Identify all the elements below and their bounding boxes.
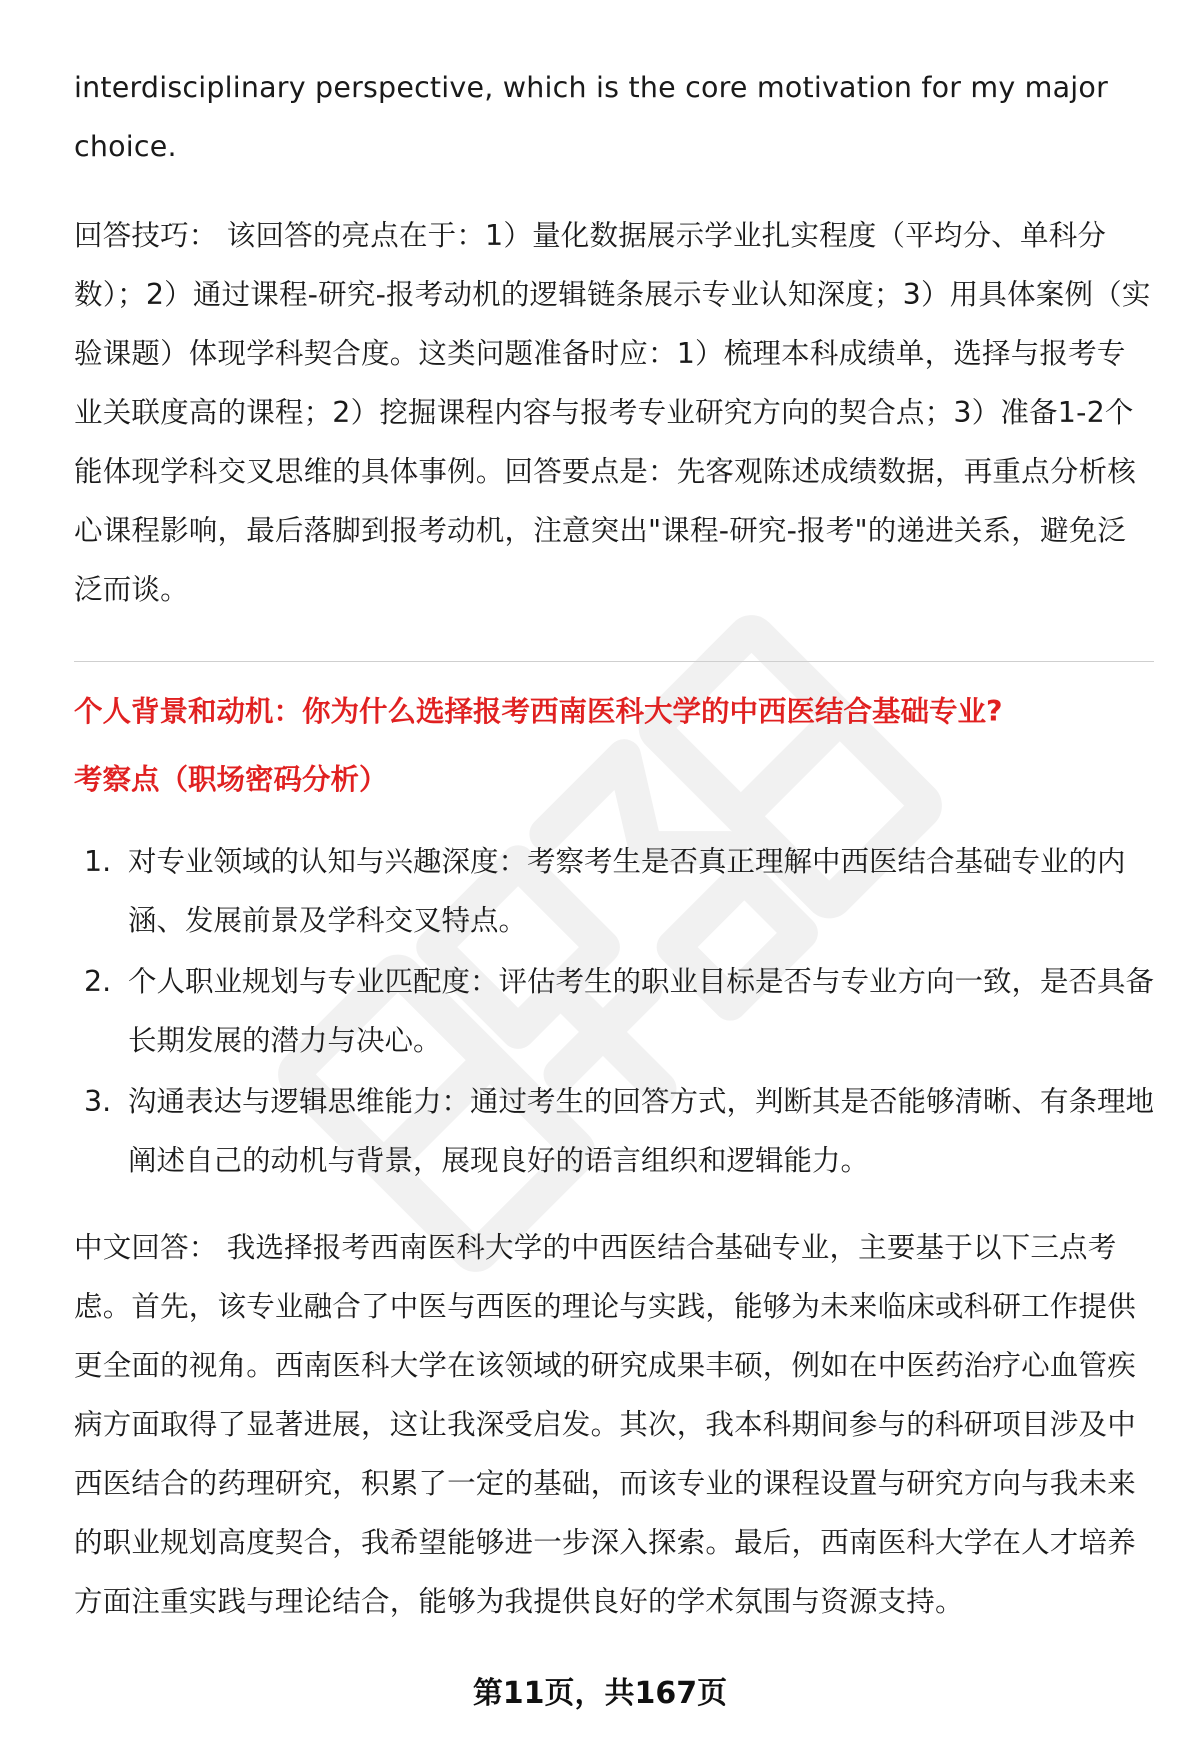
question-title: 个人背景和动机：你为什么选择报考西南医科大学的中西医结合基础专业? bbox=[74, 695, 1003, 728]
section-divider bbox=[74, 661, 1154, 662]
list-item-text: 个人职业规划与专业匹配度：评估考生的职业目标是否与专业方向一致，是否具备长期发展的潜力与决心。 bbox=[128, 965, 1155, 1057]
page-number-footer: 第11页，共167页 bbox=[472, 1676, 728, 1711]
list-item bbox=[74, 1072, 1154, 1190]
answer-tip-paragraph: 回答技巧： 该回答的亮点在于：1）量化数据展示学业扎实程度（平均分、单科分数）；2）通过课程-研究-报考动机的逻辑链条展示专业认知深度；3）用具体案例（实验课题）体现学科契合度。这类问题准备时应：1）梳理本科成绩单，选择与报考专业关联度高的课程；2）挖掘课程内容与报考专业研究方向的契合点；3）准备1-2个能体现学科交叉思维的具体事例。回答要点是：先客观陈述成绩数据，再重点分析核心课程影响，最后落脚到报考动机，注意突出"课程-研究-报考"的递进关系，避免泛泛而谈。 bbox=[74, 219, 1151, 606]
list-item-number: 3. bbox=[84, 1085, 112, 1118]
list-item-number: 2. bbox=[84, 965, 112, 998]
focus-points-list bbox=[74, 832, 1154, 1190]
intro-paragraph: interdisciplinary perspective, which is the core motivation for my major choice. bbox=[74, 71, 1108, 163]
chinese-answer-paragraph: 中文回答： 我选择报考西南医科大学的中西医结合基础专业，主要基于以下三点考虑。首先，该专业融合了中医与西医的理论与实践，能够为未来临床或科研工作提供更全面的视角。西南医科大学在该领域的研究成果丰硕，例如在中医药治疗心血管疾病方面取得了显著进展，这让我深受启发。其次，我本科期间参与的科研项目涉及中西医结合的药理研究，积累了一定的基础，而该专业的课程设置与研究方向与我未来的职业规划高度契合，我希望能够进一步深入探索。最后，西南医科大学在人才培养方面注重实践与理论结合，能够为我提供良好的学术氛围与资源支持。 bbox=[74, 1231, 1136, 1618]
list-item-number: 1. bbox=[84, 845, 112, 878]
list-item-text: 对专业领域的认知与兴趣深度：考察考生是否真正理解中西医结合基础专业的内涵、发展前景及学科交叉特点。 bbox=[128, 845, 1126, 937]
list-item-text: 沟通表达与逻辑思维能力：通过考生的回答方式，判断其是否能够清晰、有条理地阐述自己的动机与背景，展现良好的语言组织和逻辑能力。 bbox=[128, 1085, 1155, 1177]
list-item bbox=[74, 952, 1154, 1070]
focus-heading: 考察点（职场密码分析） bbox=[74, 763, 388, 796]
document-content bbox=[74, 58, 1154, 1631]
list-item bbox=[74, 832, 1154, 950]
